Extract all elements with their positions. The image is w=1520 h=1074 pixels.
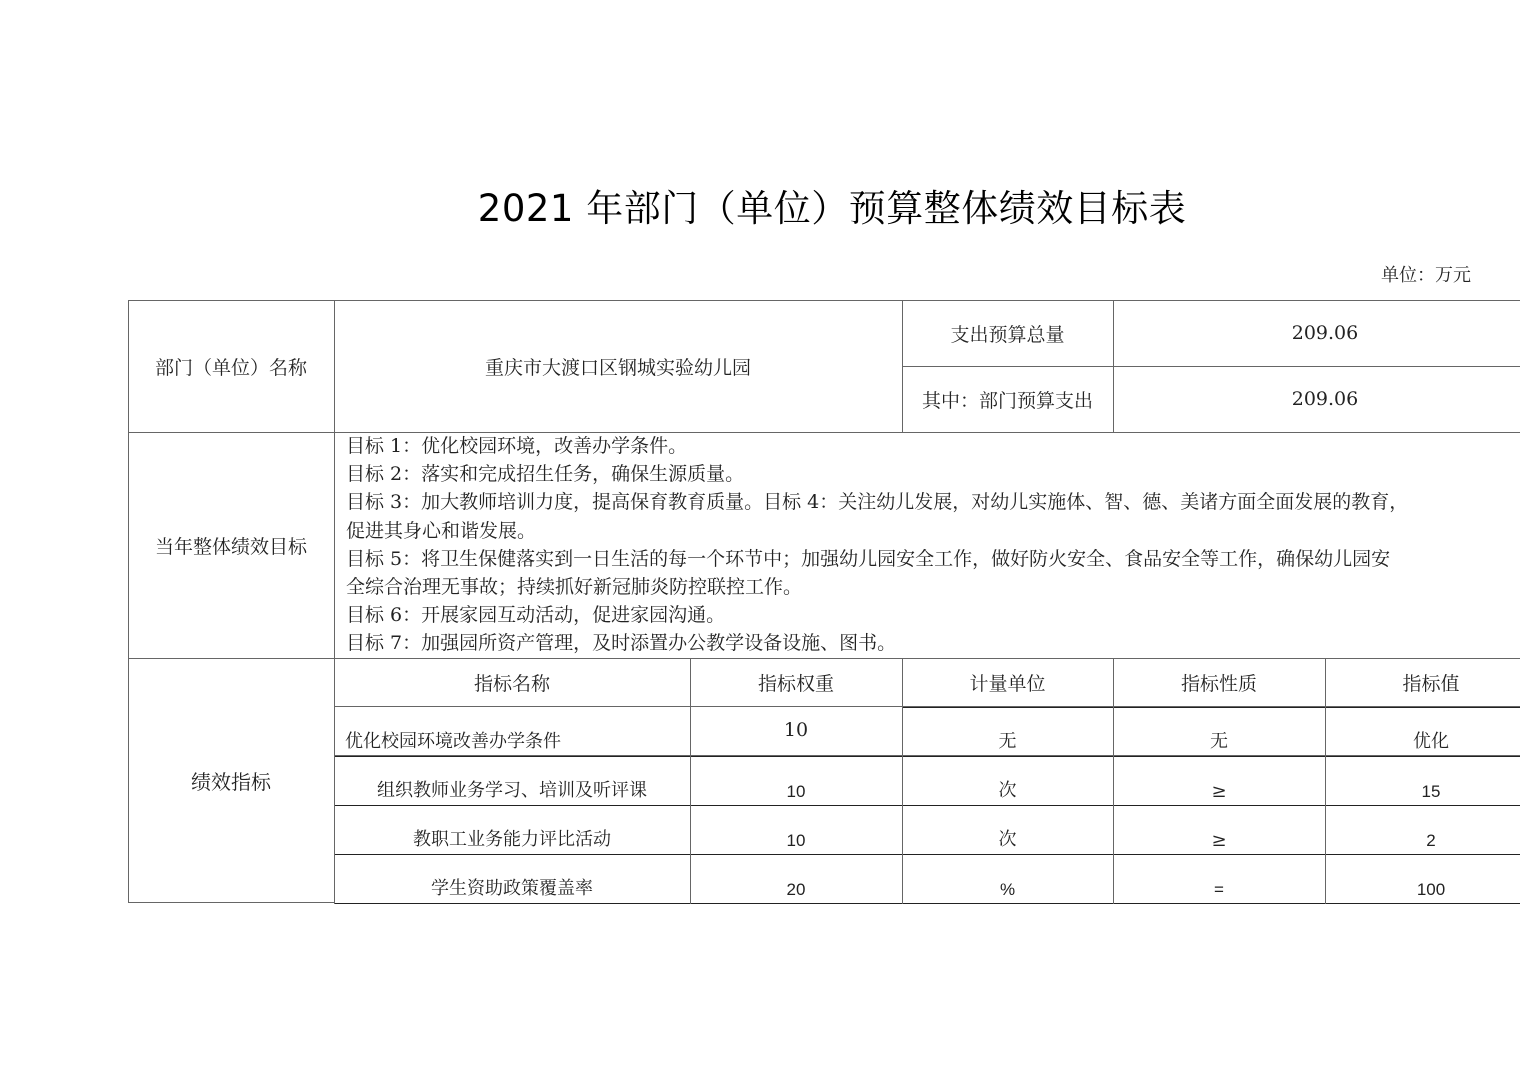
header-nature: 指标性质 [1180, 672, 1257, 695]
table-row-value: 2 [1426, 831, 1436, 850]
table-row-nature: = [1214, 880, 1224, 899]
unit-label: 单位：万元 [1381, 265, 1471, 286]
table-row-nature: ≥ [1211, 781, 1227, 802]
table-row-weight: 20 [786, 880, 806, 899]
table-row-nature: ≥ [1211, 830, 1227, 851]
goal-line: 目标 1：优化校园环境，改善办学条件。 [346, 435, 688, 457]
indicators-label: 绩效指标 [191, 772, 271, 794]
goals-label: 当年整体绩效目标 [154, 535, 307, 558]
goal-line: 目标 5：将卫生保健落实到一日生活的每一个环节中；加强幼儿园安全工作，做好防火安全、食品安全等工作，确保幼儿园安 [346, 547, 1391, 570]
table-row-unit: 次 [998, 829, 1017, 850]
table-row-weight: 10 [786, 831, 806, 850]
table-row-unit: 无 [998, 731, 1017, 752]
header-value: 指标值 [1402, 672, 1460, 695]
header-unit: 计量单位 [969, 672, 1046, 695]
table-row-value: 优化 [1413, 731, 1449, 752]
table-border-bottom [334, 903, 1520, 904]
goal-line: 目标 7：加强园所资产管理，及时添置办公教学设备设施、图书。 [346, 632, 897, 655]
table-row-unit: 次 [998, 780, 1017, 801]
dept-budget-label: 其中：部门预算支出 [921, 389, 1093, 412]
header-indicator-name: 指标名称 [473, 672, 550, 695]
goals-text [346, 432, 1520, 658]
goal-line: 目标 2：落实和完成招生任务，确保生源质量。 [346, 463, 745, 486]
goal-line: 目标 3：加大教师培训力度，提高保育教育质量。目标 4：关注幼儿发展，对幼儿实施体、智、德、美诸方面全面发展的教育， [346, 491, 1409, 514]
table-row-nature: 无 [1210, 731, 1228, 752]
table-row-name: 学生资助政策覆盖率 [431, 878, 593, 899]
total-budget-label: 支出预算总量 [950, 323, 1065, 346]
page-title: 2021 年部门（单位）预算整体绩效目标表 [477, 187, 1187, 230]
goal-line: 全综合治理无事故；持续抓好新冠肺炎防控联控工作。 [346, 576, 803, 599]
table-row-value: 100 [1416, 880, 1446, 899]
goal-line: 目标 6：开展家园互动活动，促进家园沟通。 [346, 604, 726, 627]
table-row-unit: % [999, 880, 1016, 899]
table-row-weight: 10 [783, 719, 809, 741]
table-row-weight: 10 [786, 782, 806, 801]
dept-budget-value: 209.06 [1291, 388, 1359, 410]
table-row-name: 组织教师业务学习、培训及听评课 [377, 780, 647, 801]
total-budget-value: 209.06 [1291, 322, 1359, 344]
dept-name-value: 重庆市大渡口区钢城实验幼儿园 [484, 356, 751, 379]
table-row-name: 优化校园环境改善办学条件 [345, 731, 561, 752]
table-row-value: 15 [1421, 782, 1441, 801]
table-row-name: 教职工业务能力评比活动 [413, 829, 611, 850]
goal-line: 促进其身心和谐发展。 [346, 519, 537, 542]
header-indicator-weight: 指标权重 [757, 672, 834, 695]
dept-name-label: 部门（单位）名称 [154, 356, 307, 379]
